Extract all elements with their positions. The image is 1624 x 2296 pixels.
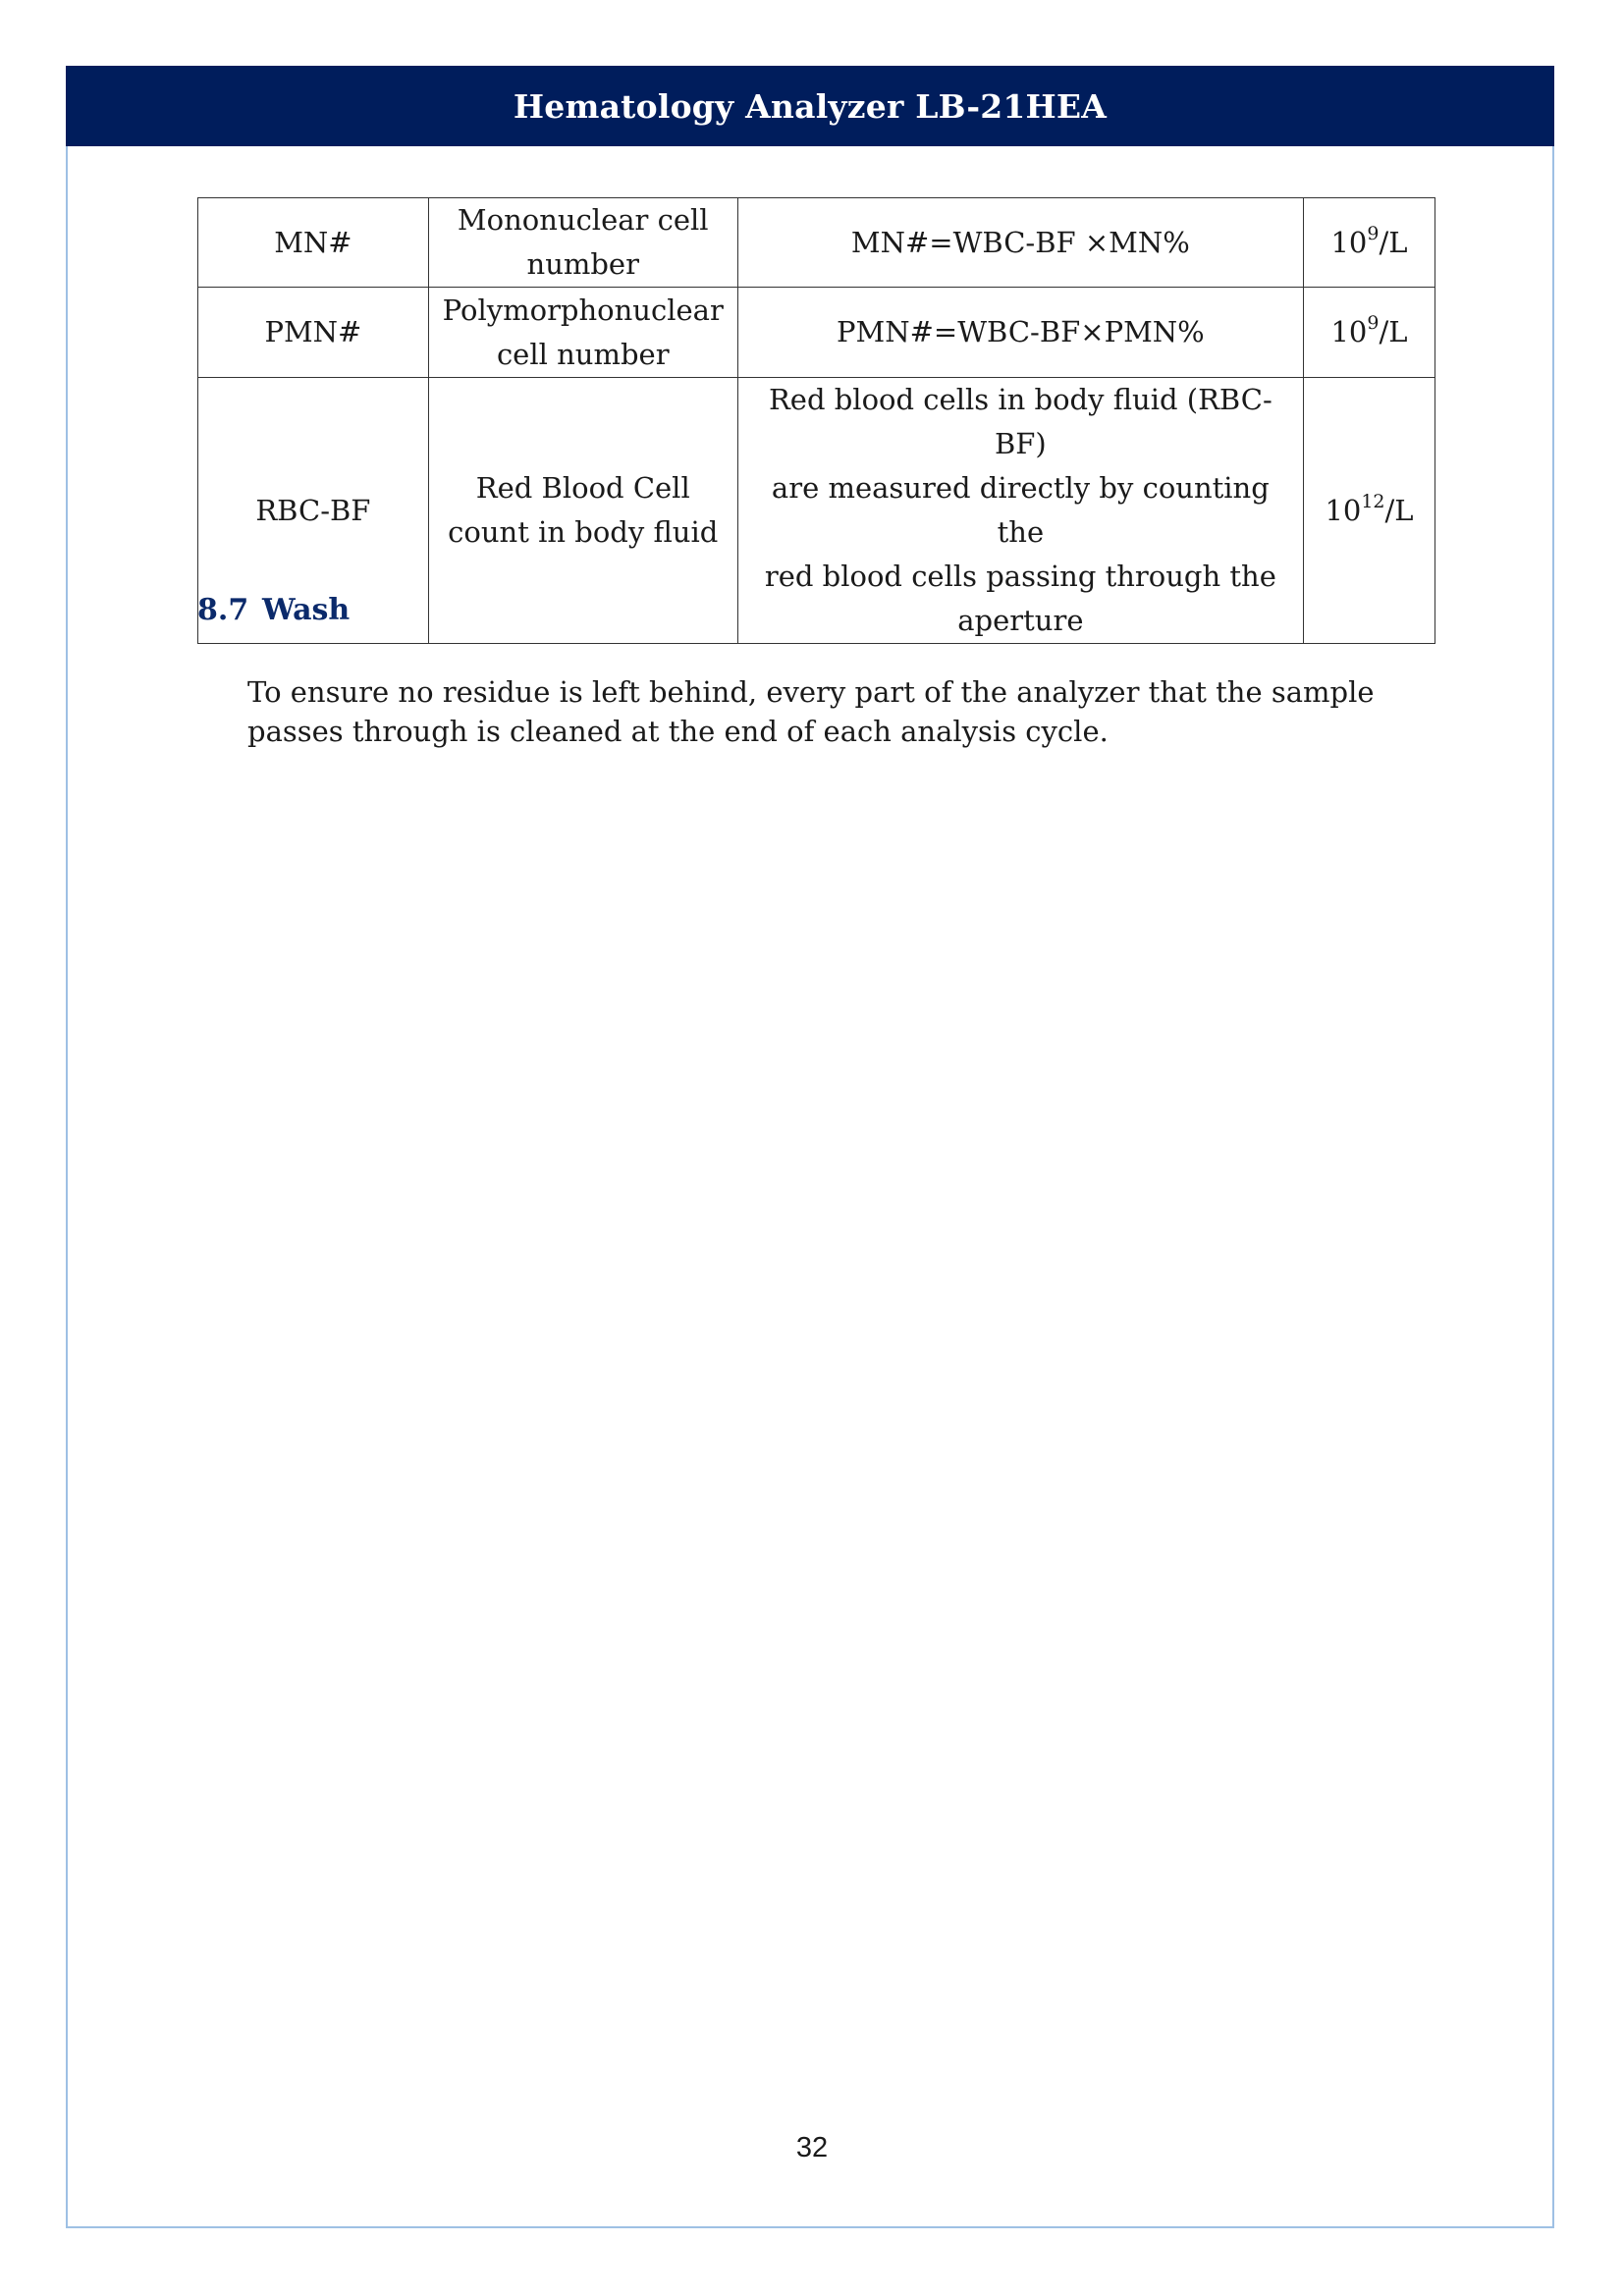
table-row bbox=[198, 198, 1435, 288]
parameter-table bbox=[197, 197, 1435, 644]
parameter-name-cell: Red Blood Cell count in body fluid bbox=[428, 378, 737, 644]
formula-cell: MN#=WBC-BF ×MN% bbox=[737, 198, 1303, 288]
parameter-cell: PMN# bbox=[198, 288, 429, 378]
table-row bbox=[198, 378, 1435, 644]
formula-cell: Red blood cells in body fluid (RBC-BF) are measured directly by counting the red blood cells passing through the aperture bbox=[737, 378, 1303, 644]
parameter-cell: MN# bbox=[198, 198, 429, 288]
unit-cell: $10^9/L$ bbox=[1304, 288, 1435, 378]
section-body-text: To ensure no residue is left behind, every part of the analyzer that the sample passes through is cleaned at the end of each analysis cycle. bbox=[247, 675, 1375, 748]
page-number: 32 bbox=[795, 2132, 829, 2163]
parameter-name-cell: Polymorphonuclear cell number bbox=[428, 288, 737, 378]
parameter-name-cell: Mononuclear cell number bbox=[428, 198, 737, 288]
table-row bbox=[198, 288, 1435, 378]
section-number: 8.7 bbox=[197, 593, 249, 627]
section-heading bbox=[197, 593, 350, 627]
document-title: Hematology Analyzer LB-21HEA bbox=[513, 86, 1108, 126]
parameter-cell: RBC-BF bbox=[198, 378, 429, 644]
unit-cell: $10^9/L$ bbox=[1304, 198, 1435, 288]
formula-cell: PMN#=WBC-BF×PMN% bbox=[737, 288, 1303, 378]
document-header bbox=[66, 66, 1554, 146]
unit-cell: $10^{12}/L$ bbox=[1304, 378, 1435, 644]
section-title: Wash bbox=[262, 593, 351, 627]
